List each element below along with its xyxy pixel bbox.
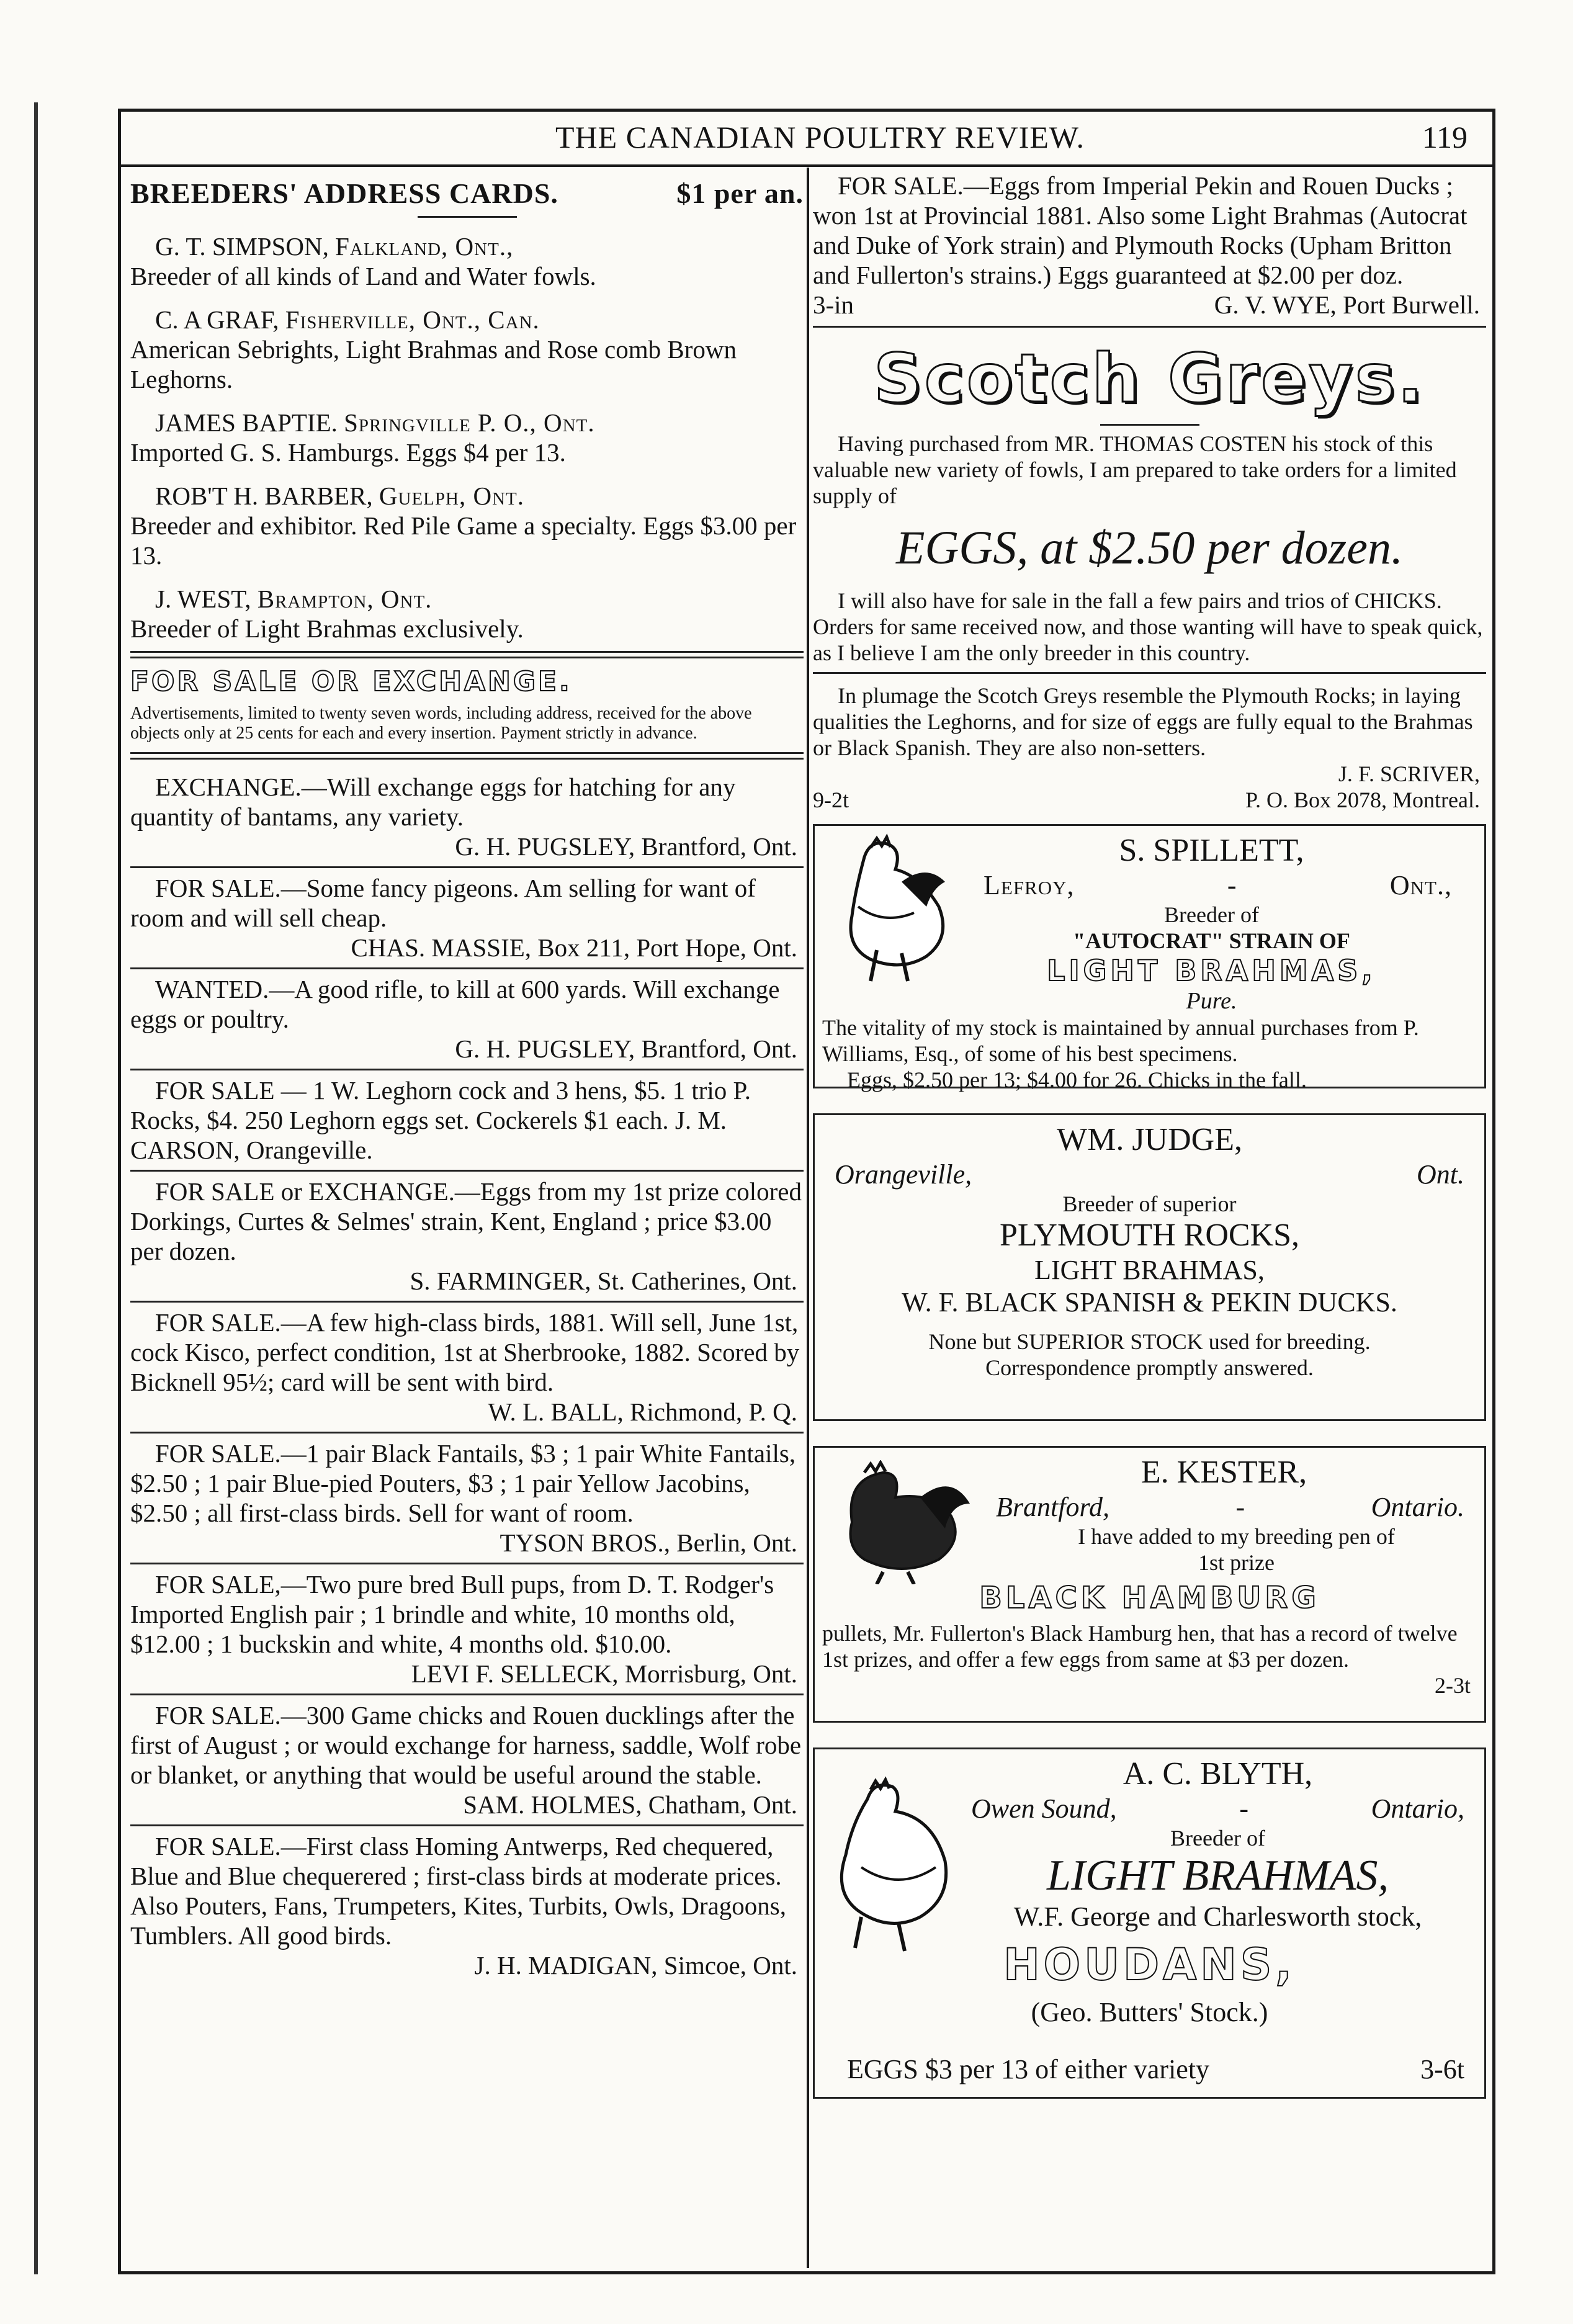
spillett-dash: -: [1227, 870, 1237, 900]
running-title: THE CANADIAN POULTRY REVIEW.: [555, 120, 1085, 155]
ad-signature: LEVI F. SELLECK, Morrisburg, Ont.: [411, 1659, 797, 1688]
scotch-chicks: I will also have for sale in the fall a few pairs and trios of CHICKS. Orders for same received now, and those wanting will have to speak quick, as I believe I am the only breeder in this country.: [813, 588, 1483, 665]
ad-signature: G. H. PUGSLEY, Brantford, Ont.: [455, 1034, 797, 1063]
judge-breeder: Breeder of superior: [1062, 1191, 1237, 1216]
ad-text: EXCHANGE.—Will exchange eggs for hatching for any quantity of bantams, any variety.: [130, 773, 736, 831]
column-divider: [807, 168, 809, 2268]
scotch-plumage: In plumage the Scotch Greys resemble the Plymouth Rocks; in laying qualities the Leghorns, and for size of eggs are fully equal to the Brahmas or Black Spanish. They are also non-setters.: [813, 683, 1473, 760]
spillett-breeder: Breeder of: [1164, 902, 1259, 927]
ad-text: FOR SALE — 1 W. Leghorn cock and 3 hens, $5. 1 trio P. Rocks, $4. 250 Leghorn eggs set. Cockerels $1 each. J. M. CARSON, Orangeville.: [130, 1076, 751, 1164]
breeders-price: $1 per an.: [676, 177, 804, 209]
kester-name: E. KESTER,: [1141, 1455, 1307, 1490]
kester-ad: [813, 1446, 1486, 1723]
breeder-name: J. WEST,: [155, 585, 251, 613]
running-header: [121, 112, 1492, 167]
kester-province: Ontario.: [1371, 1492, 1464, 1522]
scotch-code: 9-2t: [813, 787, 849, 812]
classified-ad: [130, 1172, 804, 1303]
wye-ad: [813, 171, 1486, 320]
judge-province: Ont.: [1417, 1159, 1464, 1190]
rooster-illustration: [827, 832, 951, 987]
kester-code: 2-3t: [1435, 1673, 1471, 1698]
ad-text: WANTED.—A good rifle, to kill at 600 yards. Will exchange eggs or poultry.: [130, 975, 780, 1033]
ad-text: FOR SALE.—Some fancy pigeons. Am selling for want of room and will sell cheap.: [130, 874, 756, 932]
wye-signature: G. V. WYE, Port Burwell.: [1214, 290, 1480, 319]
page-number: 119: [1422, 120, 1468, 155]
breeder-name: C. A GRAF,: [155, 305, 279, 334]
breeder-place: Fisherville, Ont., Can.: [285, 305, 540, 334]
kester-place: Brantford,: [996, 1492, 1109, 1522]
breeder-card: [130, 408, 804, 467]
blyth-dash: -: [1239, 1793, 1248, 1824]
scotch-signature-name: J. F. SCRIVER,: [1338, 761, 1480, 786]
breeder-name: ROB'T H. BARBER,: [155, 482, 373, 510]
blyth-breeder: Breeder of: [1170, 1826, 1265, 1851]
blyth-ad: [813, 1747, 1486, 2099]
margin-rule: [34, 102, 38, 2274]
breeder-desc: Breeder of Light Brahmas exclusively.: [130, 614, 524, 643]
kester-dash: -: [1235, 1492, 1245, 1522]
ad-signature: CHAS. MASSIE, Box 211, Port Hope, Ont.: [351, 933, 797, 962]
classified-ad: [130, 1070, 804, 1172]
rule: [813, 672, 1486, 674]
blyth-breed: LIGHT BRAHMAS,: [1047, 1852, 1389, 1900]
scotch-signature-address: P. O. Box 2078, Montreal.: [1245, 787, 1480, 812]
classified-ad: [130, 868, 804, 969]
breeders-title: BREEDERS' ADDRESS CARDS.: [130, 177, 558, 209]
double-rule: [130, 651, 804, 658]
kester-intro: I have added to my breeding pen of: [1078, 1524, 1395, 1549]
ad-text: FOR SALE.—300 Game chicks and Rouen ducklings after the first of August ; or would exchange for harness, saddle, Wolf robe or blanket, or anything that would be useful around the stable.: [130, 1701, 802, 1789]
judge-correspondence: Correspondence promptly answered.: [985, 1355, 1314, 1380]
breeder-desc: Imported G. S. Hamburgs. Eggs $4 per 13.: [130, 438, 566, 467]
breeder-desc: Breeder and exhibitor. Red Pile Game a specialty. Eggs $3.00 per 13.: [130, 511, 797, 570]
breeder-desc: Breeder of all kinds of Land and Water fowls.: [130, 262, 596, 290]
ad-signature: TYSON BROS., Berlin, Ont.: [500, 1528, 797, 1557]
wye-code: 3-in: [813, 290, 854, 319]
breeder-place: Falkland, Ont.,: [335, 232, 514, 261]
breeder-name: G. T. SIMPSON,: [155, 232, 329, 261]
ad-signature: W. L. BALL, Richmond, P. Q.: [488, 1398, 797, 1426]
judge-name: WM. JUDGE,: [1057, 1122, 1242, 1157]
classified-ad: [130, 969, 804, 1070]
breeder-place: Brampton, Ont.: [257, 585, 432, 613]
kester-prize: 1st prize: [1198, 1550, 1275, 1575]
classified-ad: [130, 767, 804, 868]
spillett-breed: LIGHT BRAHMAS,: [1047, 954, 1376, 987]
left-column: [130, 171, 804, 1985]
judge-note: None but SUPERIOR STOCK used for breeding.: [928, 1329, 1371, 1354]
blyth-code: 3-6t: [1420, 2054, 1464, 2084]
spillett-strain: "AUTOCRAT" STRAIN OF: [1073, 928, 1350, 953]
scotch-eggs-price: EGGS, at $2.50 per dozen.: [896, 522, 1403, 574]
breeder-desc: American Sebrights, Light Brahmas and Rose comb Brown Leghorns.: [130, 335, 737, 393]
breeder-place: Guelph, Ont.: [379, 482, 524, 510]
breeder-card: [130, 481, 804, 570]
judge-place: Orangeville,: [835, 1159, 972, 1190]
blyth-province: Ontario,: [1371, 1793, 1464, 1824]
classified-ad: [130, 1564, 804, 1695]
judge-breed-2: LIGHT BRAHMAS,: [1034, 1255, 1265, 1285]
breeder-card: [130, 584, 804, 644]
spillett-name: S. SPILLETT,: [1119, 833, 1304, 868]
breeders-heading: [130, 177, 804, 210]
blyth-name: A. C. BLYTH,: [1123, 1756, 1313, 1792]
ad-signature: J. H. MADIGAN, Simcoe, Ont.: [474, 1951, 797, 1980]
blyth-place: Owen Sound,: [971, 1793, 1117, 1824]
scotch-greys-ad: [813, 340, 1486, 813]
ad-text: FOR SALE or EXCHANGE.—Eggs from my 1st prize colored Dorkings, Curtes & Selmes' strain, Kent, England ; price $3.00 per dozen.: [130, 1177, 802, 1265]
judge-breed-3: W. F. BLACK SPANISH & PEKIN DUCKS.: [902, 1287, 1397, 1317]
spillett-ad: [813, 824, 1486, 1092]
kester-text: pullets, Mr. Fullerton's Black Hamburg hen, that has a record of twelve 1st prizes, and offer a few eggs from same at $3 per dozen.: [822, 1621, 1458, 1672]
ad-text: FOR SALE,—Two pure bred Bull pups, from D. T. Rodger's Imported English pair ; 1 brindle and white, 10 months old, $12.00 ; 1 buckskin and white, 4 months old. $10.00.: [130, 1570, 774, 1658]
ad-signature: G. H. PUGSLEY, Brantford, Ont.: [455, 832, 797, 861]
classified-ad: [130, 1433, 804, 1564]
exchange-terms: Advertisements, limited to twenty seven words, including address, received for the above objects only at 25 cents for each and every insertion. Payment strictly in advance.: [130, 704, 752, 743]
classified-ad: [130, 1303, 804, 1433]
scotch-intro: Having purchased from MR. THOMAS COSTEN his stock of this valuable new variety of fowls, I am prepared to take orders for a limited supply of: [813, 431, 1457, 508]
rooster-illustration: [827, 1460, 976, 1584]
judge-ad: [813, 1113, 1486, 1421]
spillett-place: Lefroy,: [984, 870, 1075, 900]
ad-signature: S. FARMINGER, St. Catherines, Ont.: [410, 1267, 797, 1295]
breeder-card: [130, 305, 804, 394]
classified-ad: [130, 1826, 804, 1985]
rule: [418, 216, 517, 218]
breeder-name: JAMES BAPTIE.: [155, 408, 338, 437]
exchange-heading: FOR SALE OR EXCHANGE.: [130, 666, 572, 698]
spillett-prices: Eggs, $2.50 per 13; $4.00 for 26. Chicks in the fall.: [847, 1067, 1307, 1092]
spillett-pure: Pure.: [1186, 988, 1237, 1014]
ad-signature: SAM. HOLMES, Chatham, Ont.: [463, 1790, 797, 1819]
classified-ad: [130, 1695, 804, 1826]
spillett-text: The vitality of my stock is maintained by annual purchases from P. Williams, Esq., of some of his best specimens.: [822, 1015, 1419, 1066]
ad-text: FOR SALE.—First class Homing Antwerps, Red chequered, Blue and Blue chequerered ; first-class birds at moderate prices. Also Pouters, Fans, Trumpeters, Kites, Turbits, Owls, Dragoons, Tumblers. All good birds.: [130, 1832, 786, 1950]
breeder-card: [130, 231, 804, 291]
spillett-province: Ont.,: [1389, 870, 1452, 900]
page-frame: [118, 109, 1495, 2274]
blyth-stock: W.F. George and Charlesworth stock,: [1013, 1901, 1422, 1932]
wye-text: FOR SALE.—Eggs from Imperial Pekin and Rouen Ducks ; won 1st at Provincial 1881. Also some Light Brahmas (Autocrat and Duke of York strain) and Plymouth Rocks (Upham Britton and Fullerton's strains.) Eggs guaranteed at $2.00 per doz.: [813, 171, 1468, 289]
ad-text: FOR SALE.—A few high-class birds, 1881. Will sell, June 1st, cock Kisco, perfect condition, 1st at Sherbrooke, 1882. Scored by Bicknell 95½; card will be sent with bird.: [130, 1308, 800, 1396]
blyth-houdans: HOUDANS,: [1003, 1939, 1296, 1990]
double-rule: [130, 752, 804, 760]
kester-breed: BLACK HAMBURG: [979, 1581, 1320, 1615]
blyth-eggs: EGGS $3 per 13 of either variety: [847, 2054, 1210, 2084]
breeder-place: Springville P. O., Ont.: [344, 408, 595, 437]
ad-text: FOR SALE.—1 pair Black Fantails, $3 ; 1 pair White Fantails, $2.50 ; 1 pair Blue-pied Pouters, $3 ; 1 pair Yellow Jacobins, $2.50 ; all first-class birds. Sell for want of room.: [130, 1439, 796, 1527]
rule: [813, 326, 1486, 328]
judge-breed-1: PLYMOUTH ROCKS,: [999, 1218, 1300, 1253]
right-column: [813, 171, 1486, 2110]
rule: [1100, 424, 1199, 426]
scotch-title: Scotch Greys.: [874, 340, 1425, 418]
blyth-houdans-stock: (Geo. Butters' Stock.): [1031, 1997, 1268, 2027]
hen-illustration: [824, 1774, 954, 1954]
